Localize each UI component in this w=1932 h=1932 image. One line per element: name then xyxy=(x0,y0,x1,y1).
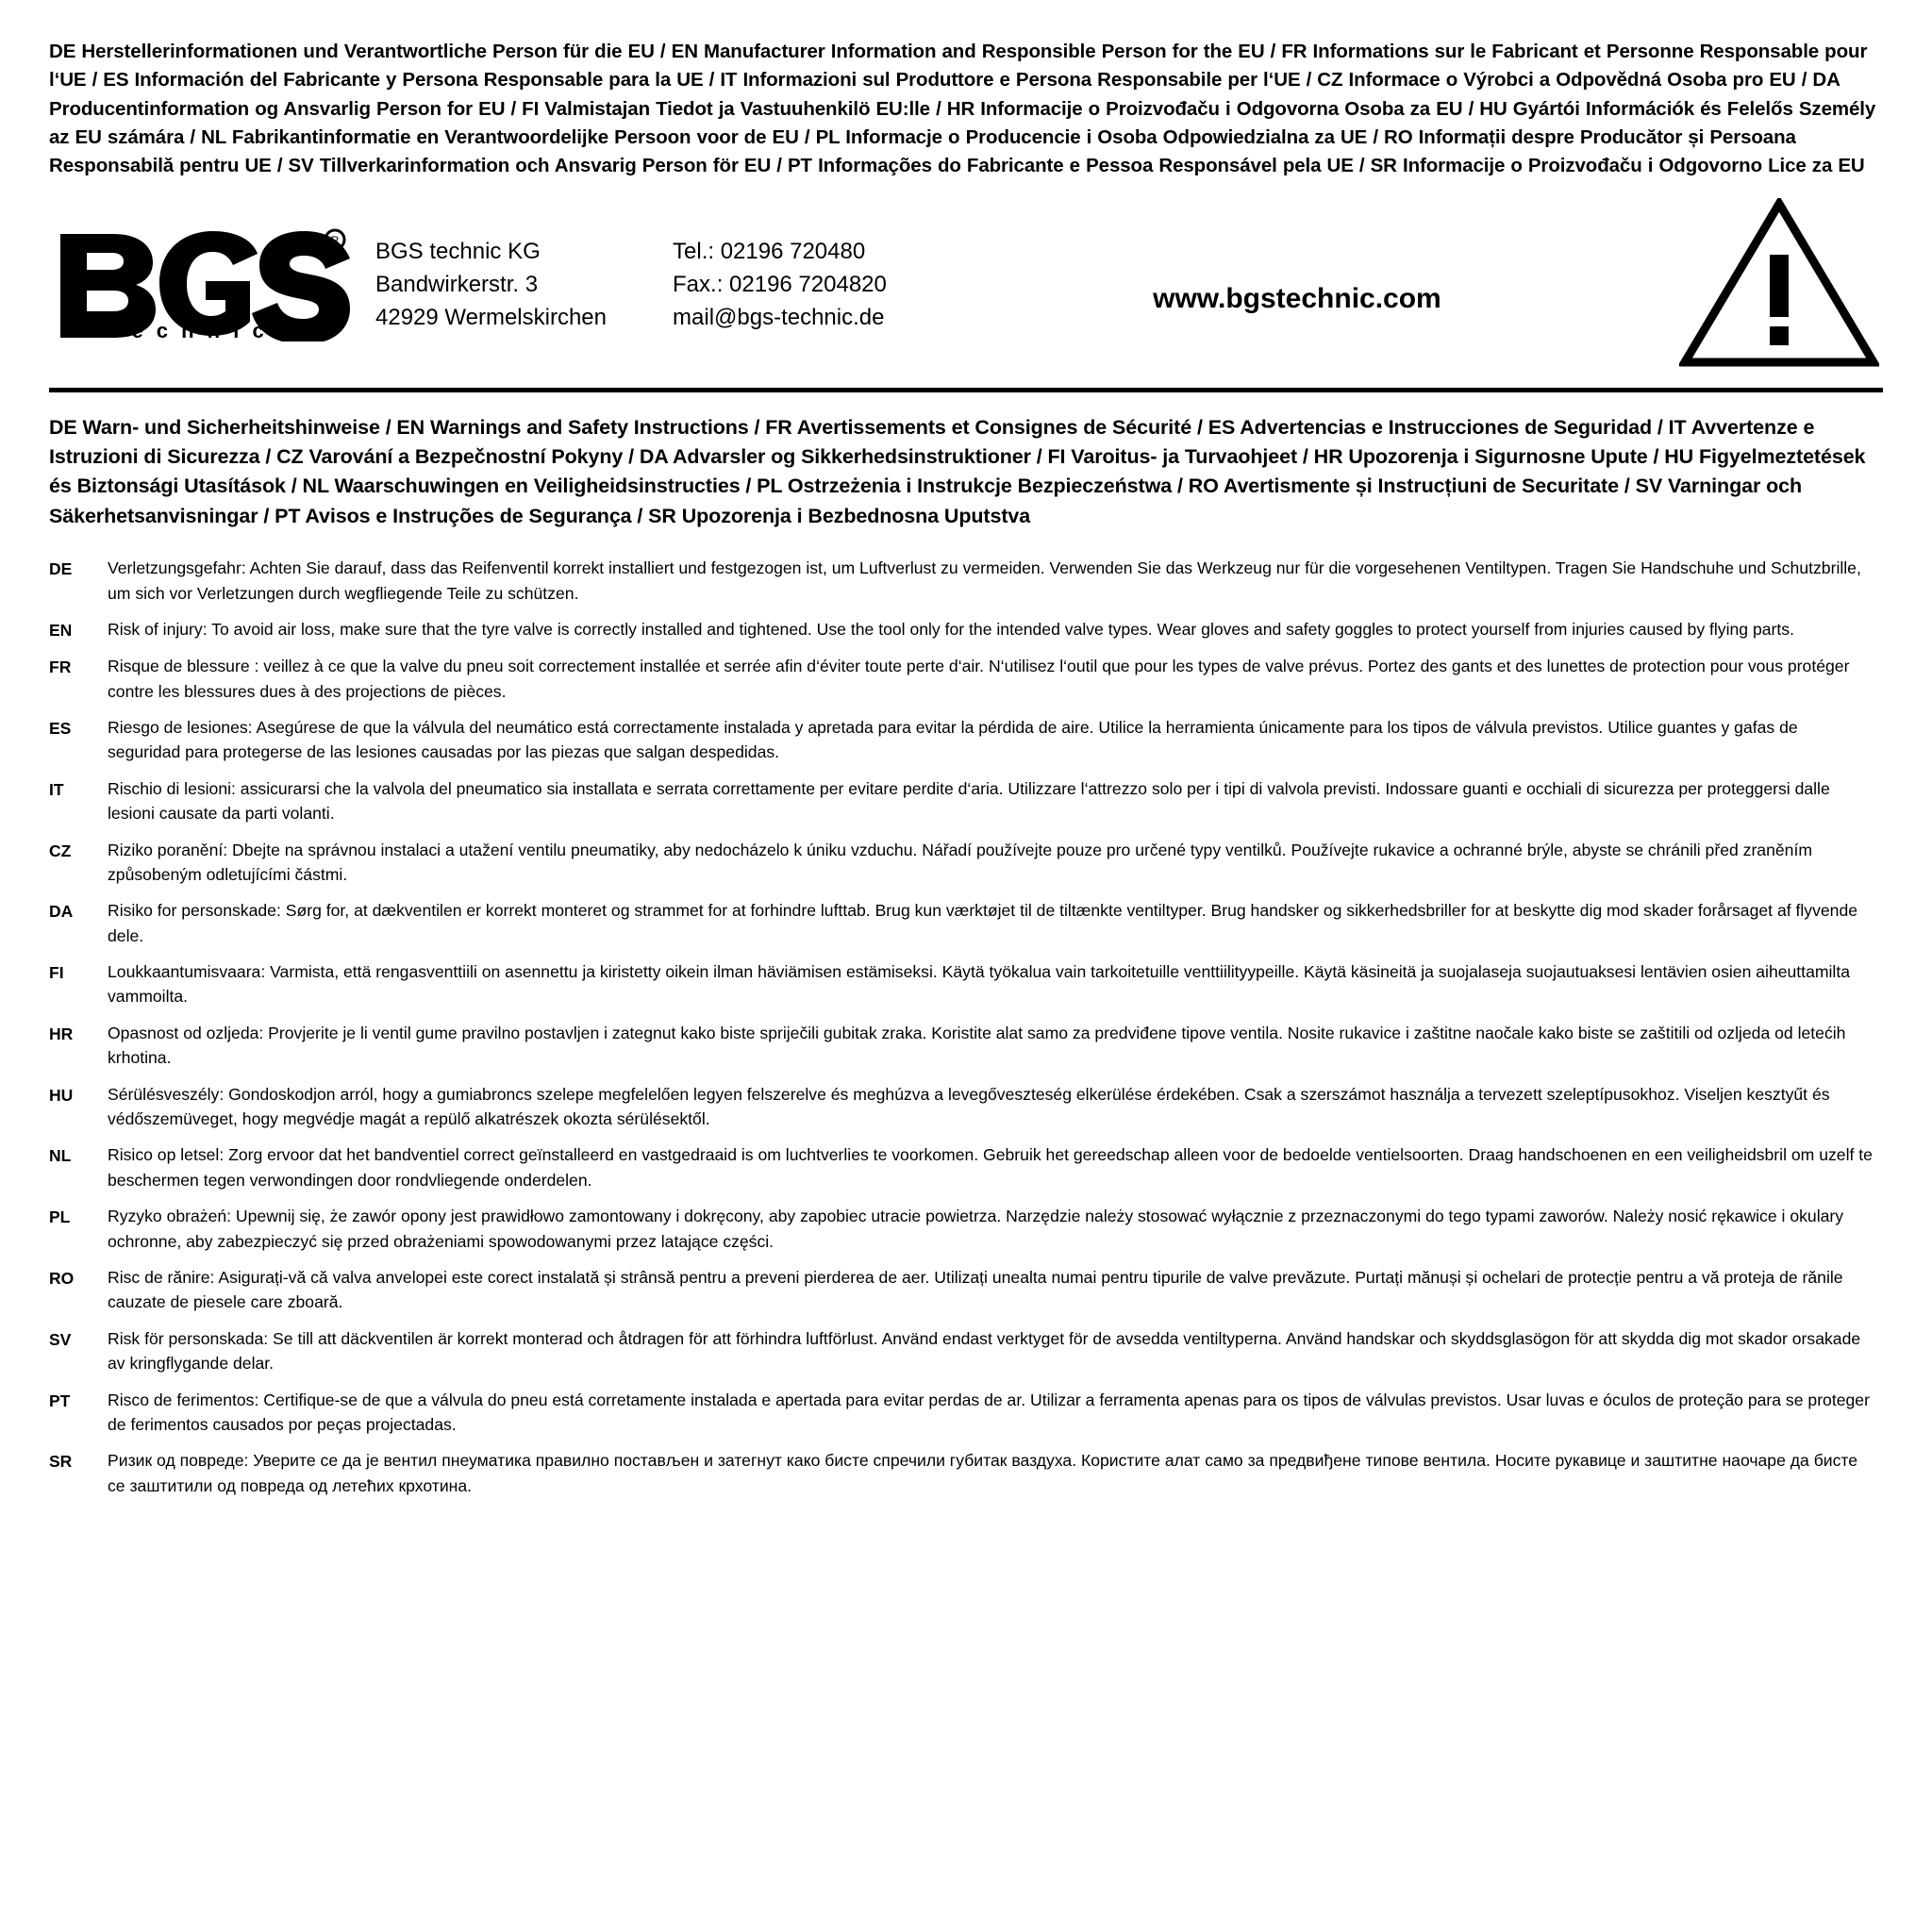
warning-text: Risk för personskada: Se till att däckventilen är korrekt monterad och åtdragen för att förhindra luftförlust. Använd endast verktyget för de avsedda ventiltyperna. Använd handskar och skyddsglasögon för att skydda dig mot skador orsakade av kringflygande delar. xyxy=(108,1328,1861,1374)
language-code: RO xyxy=(49,1268,75,1288)
warning-text: Risico op letsel: Zorg ervoor dat het bandventiel correct geïnstalleerd en vastgedraaid is om luchtverlies te voorkomen. Gebruik het gereedschap alleen voor de bedoelde ventielsoorten. Draag handschoenen en een veiligheidsbril om uzelf te beschermen tegen verwondingen door rondvliegende onderdelen. xyxy=(108,1145,1873,1190)
language-code: NL xyxy=(49,1146,72,1166)
language-code: SV xyxy=(49,1329,72,1349)
warning-text: Opasnost od ozljeda: Provjerite je li ventil gume pravilno postavljen i zategnut kako biste spriječili gubitak zraka. Koristite alat samo za predviđene tipove ventila. Nosite rukavice i zaštitne naočale kako biste se zaštitili od ozljeda od letećih krhotina. xyxy=(108,1023,1846,1068)
svg-text:R: R xyxy=(330,234,340,248)
bgs-logo xyxy=(49,228,366,341)
company-website: www.bgstechnic.com xyxy=(1153,283,1441,315)
warning-row-hu xyxy=(49,1082,1883,1132)
bgs-logo-icon xyxy=(55,228,353,341)
warning-text: Risiko for personskade: Sørg for, at dækventilen er korrekt monteret og strammet for at forhindre lufttab. Brug kun værktøjet til de tiltænkte ventiltyper. Brug handsker og sikkerhedsbriller for at beskytte dig mod skader forårsaget af flyvende dele. xyxy=(108,901,1858,945)
company-tel: Tel.: 02196 720480 xyxy=(673,238,866,264)
language-code: EN xyxy=(49,620,73,640)
company-fax: Fax.: 02196 7204820 xyxy=(673,271,887,297)
warning-row-it xyxy=(49,776,1883,826)
warning-row-ro xyxy=(49,1265,1883,1315)
company-mail: mail@bgs-technic.de xyxy=(673,304,885,330)
warning-text: Risque de blessure : veillez à ce que la valve du pneu soit correctement installée et serrée afin d‘éviter toute perte d‘air. N‘utilisez l‘outil que pour les types de valve prévus. Portez des gants et des lunettes de protection pour vous protéger contre les blessures dues à des projections de pièces. xyxy=(108,657,1850,701)
language-code: DE xyxy=(49,559,73,579)
language-code: IT xyxy=(49,779,64,799)
svg-text:t e c h n i c: t e c h n i c xyxy=(111,319,268,342)
warning-text: Rischio di lesioni: assicurarsi che la valvola del pneumatico sia installata e serrata correttamente per evitare perdite d‘aria. Utilizzare l‘attrezzo solo per i tipi di valvola previsti. Indossare guanti e occhiali di sicurezza per proteggersi dalle lesioni causate da parti volanti. xyxy=(108,778,1830,824)
warning-text: Risk of injury: To avoid air loss, make sure that the tyre valve is correctly installed and tightened. Use the tool only for the intended valve types. Wear gloves and safety goggles to protect yourself from injuries caused by flying parts. xyxy=(108,619,1794,639)
warning-row-es xyxy=(49,715,1883,765)
language-code: CZ xyxy=(49,841,72,860)
warning-text: Ryzyko obrażeń: Upewnij się, że zawór opony jest prawidłowo zamontowany i dokręcony, aby zapobiec utracie powietrza. Narzędzie należy stosować wyłącznie z przeznaczonymi do tego typami zaworów. Należy nosić rękawice i okulary ochronne, aby zabezpieczyć się przed obrażeniami spowodowanymi przez latające części. xyxy=(108,1207,1844,1251)
safety-instructions-heading: DE Warn- und Sicherheitshinweise / EN Warnings and Safety Instructions / FR Avertissements et Consignes de Sécurité / ES Advertencias e Instrucciones de Seguridad / IT Avvertenze e Istruzioni di Sicurezza / CZ Varování a Bezpečnostní Pokyny / DA Advarsler og Sikkerhedsinstruktioner / FI Varoitus- ja Turvaohjeet / HR Upozorenja i Sigurnosne Upute / HU Figyelmeztetések és Biztonsági Utasítások / NL Waarschuwingen en Veiligheidsinstructies / PL Ostrzeżenia i Instrukcje Bezpieczeństwa / RO Avertismente și Instrucțiuni de Securitate / SV Varningar och Säkerhetsanvisningar / PT Avisos e Instruções de Segurança / SR Upozorenja i Bezbednosna Uputstva xyxy=(49,415,1866,527)
language-code: HU xyxy=(49,1085,74,1105)
language-code: ES xyxy=(49,718,72,738)
language-code: PL xyxy=(49,1208,71,1227)
warning-row-sv xyxy=(49,1326,1883,1376)
warning-row-sr xyxy=(49,1448,1883,1498)
warning-text: Verletzungsgefahr: Achten Sie darauf, dass das Reifenventil korrekt installiert und festgezogen ist, um Luftverlust zu vermeiden. Verwenden Sie das Werkzeug nur für die vorgesehenen Ventiltypen. Tragen Sie Handschuhe und Schutzbrille, um sich vor Verletzungen durch wegfliegende Teile zu schützen. xyxy=(108,558,1861,603)
warnings-list xyxy=(49,556,1883,1498)
warning-text: Risc de rănire: Asigurați-vă că valva anvelopei este corect instalată și strânsă pentru a preveni pierderea de aer. Utilizați unealta numai pentru tipurile de valve prevăzute. Purtați mănuși și ochelari de protecție pentru a vă proteja de rănile cauzate de piesele care zboară. xyxy=(108,1267,1843,1312)
language-code: PT xyxy=(49,1391,71,1410)
language-code: DA xyxy=(49,902,74,922)
manufacturer-info-title: DE Herstellerinformationen und Verantwortliche Person für die EU / EN Manufacturer Information and Responsible Person for the EU / FR Informations sur le Fabricant et Personne Responsable pour l‘UE / ES Información del Fabricante y Persona Responsable para la UE / IT Informazioni sul Produttore e Persona Responsabile per l‘UE / CZ Informace o Výrobci a Odpovědná Osoba pro EU / DA Producentinformation og Ansvarlig Person for EU / FI Valmistajan Tiedot ja Vastuuhenkilö EU:lle / HR Informacije o Proizvođaču i Odgovorna Osoba za EU / HU Gyártói Információk és Felelős Személy az EU számára / NL Fabrikantinformatie en Verantwoordelijke Persoon voor de EU / PL Informacje o Producencie i Osoba Odpowiedzialna za UE / RO Informații despre Producător și Persoana Responsabilă pentru UE / SV Tillverkarinformation och Ansvarig Person för EU / PT Informações do Fabricante e Pessoa Responsável pela UE / SR Informacije o Proizvođaču i Odgovorno Lice za EU xyxy=(49,41,1876,177)
company-street: Bandwirkerstr. 3 xyxy=(375,271,539,297)
warning-triangle-icon xyxy=(1679,198,1883,373)
warning-text: Risco de ferimentos: Certifique-se de que a válvula do pneu está corretamente instalada e apertada para evitar perdas de ar. Utilizar a ferramenta apenas para os tipos de válvulas previstos. Usar luvas e óculos de proteção para se proteger de ferimentos causados por peças projectadas. xyxy=(108,1390,1870,1434)
warning-row-en xyxy=(49,617,1883,642)
warning-text: Ризик од повреде: Уверите се да је вентил пнеуматика правилно постављен и затегнут како бисте спречили губитак ваздуха. Користите алат само за предвиђене типове вентила. Носите рукавице и заштитне наочаре да бисте се заштитили од повреда од летећих крхотина. xyxy=(108,1451,1858,1495)
warning-row-hr xyxy=(49,1021,1883,1071)
warning-row-fr xyxy=(49,654,1883,704)
warning-row-pl xyxy=(49,1204,1883,1254)
warning-text: Sérülésveszély: Gondoskodjon arról, hogy a gumiabroncs szelepe megfelelően legyen felszerelve és meghúzva a levegőveszteség elkerülése érdekében. Csak a szerszámot használja a tervezett szeleptípusokhoz. Viseljen kesztyűt és védőszemüveget, hogy megvédje magát a repülő alkatrészek okozta sérülésektől. xyxy=(108,1084,1830,1129)
language-code: HR xyxy=(49,1024,74,1043)
warning-text: Riesgo de lesiones: Asegúrese de que la válvula del neumático está correctamente instalada y apretada para evitar la pérdida de aire. Utilice la herramienta únicamente para los tipos de válvula previstos. Utilice guantes y gafas de seguridad para protegerse de las lesiones causadas por las piezas que salgan despedidas. xyxy=(108,717,1798,762)
warning-row-de xyxy=(49,556,1883,606)
language-code: FR xyxy=(49,658,72,677)
warning-row-cz xyxy=(49,838,1883,888)
warning-row-pt xyxy=(49,1388,1883,1438)
company-address xyxy=(366,236,607,334)
warning-row-fi xyxy=(49,959,1883,1009)
company-header-band xyxy=(49,191,1883,392)
warning-row-da xyxy=(49,898,1883,948)
language-code: FI xyxy=(49,963,64,983)
company-contact xyxy=(607,236,887,334)
warning-text: Riziko poranění: Dbejte na správnou instalaci a utažení ventilu pneumatiky, aby nedocházelo k úniku vzduchu. Nářadí používejte pouze pro určené typy ventilků. Používejte rukavice a ochranné brýle, abyste se chránili před zraněním způsobeným odletujícími částmi. xyxy=(108,840,1812,884)
company-name: BGS technic KG xyxy=(375,238,541,264)
warning-text: Loukkaantumisvaara: Varmista, että rengasventtiili on asennettu ja kiristetty oikein ilman häviämisen estämiseksi. Käytä työkalua vain tarkoitetuille venttiilityypeille. Käytä käsineitä ja suojalaseja suojautuaksesi lentävien osien aiheuttamilta vammoilta. xyxy=(108,962,1850,1007)
warning-row-nl xyxy=(49,1142,1883,1192)
company-city: 42929 Wermelskirchen xyxy=(375,304,608,330)
language-code: SR xyxy=(49,1452,73,1472)
